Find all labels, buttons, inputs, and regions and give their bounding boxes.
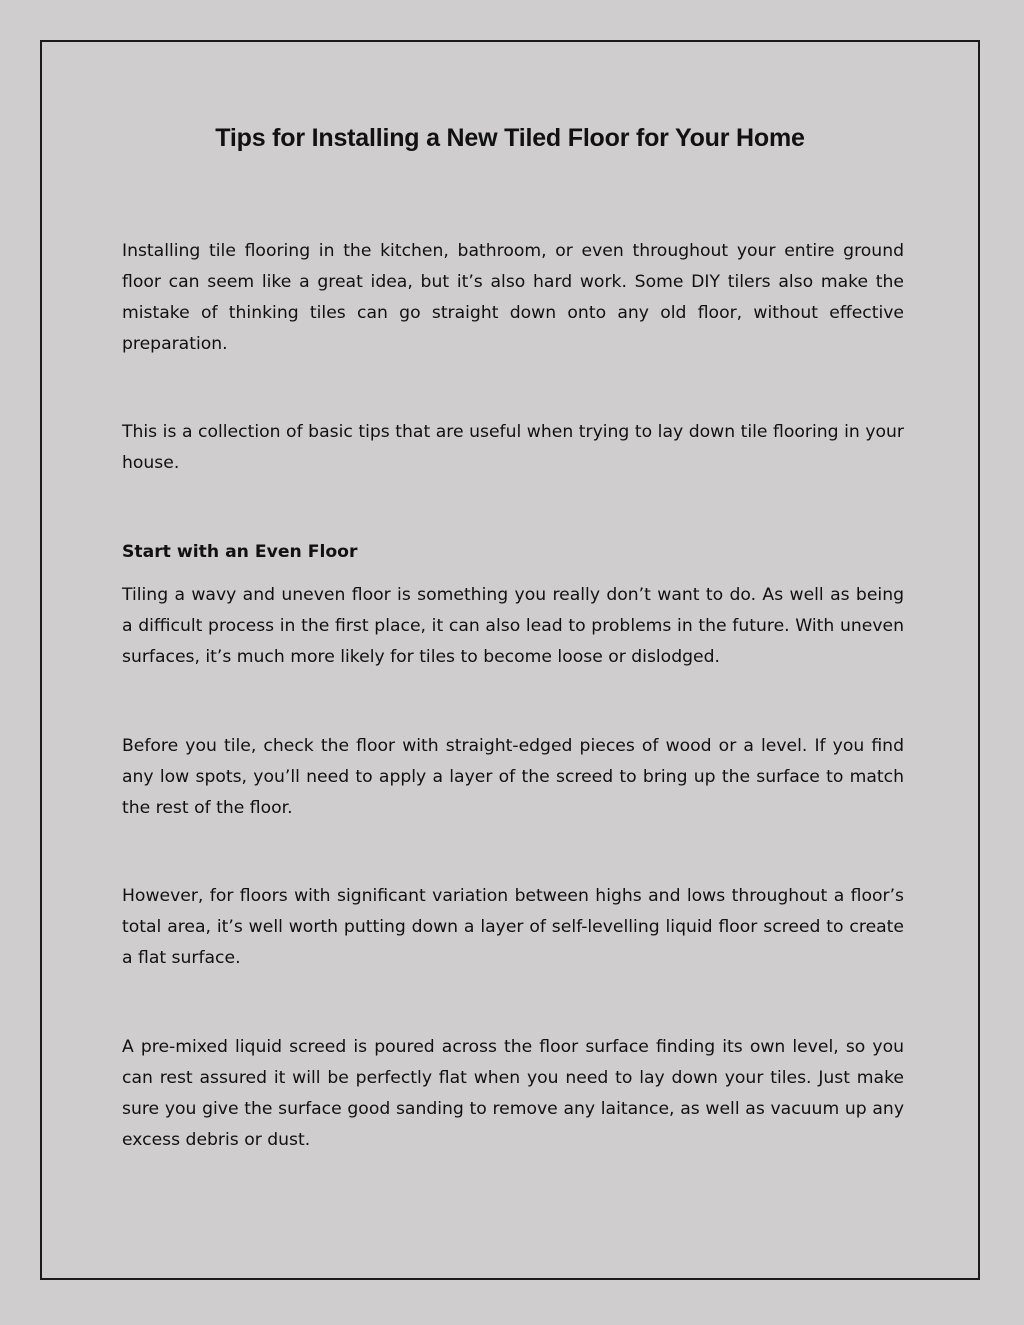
paragraph-text: Tiling a wavy and uneven floor is something you really don’t want to do. As well as being a difficult process in the first place, it can also lead to problems in the future. With uneven surfaces, it’s much more likely for tiles to become loose or dislodged. <box>122 585 904 667</box>
document-title: Tips for Installing a New Tiled Floor for Your Home <box>215 124 805 152</box>
section-paragraph-2 <box>122 731 904 824</box>
paragraph-text: This is a collection of basic tips that are useful when trying to lay down tile flooring in your house. <box>122 422 904 473</box>
intro-paragraph-1 <box>122 236 904 360</box>
section-paragraph-1 <box>122 580 904 673</box>
document-page <box>40 40 980 1280</box>
section-heading: Start with an Even Floor <box>122 542 358 562</box>
section-paragraph-3 <box>122 881 904 974</box>
paragraph-text: Before you tile, check the floor with straight-edged pieces of wood or a level. If you find any low spots, you’ll need to apply a layer of the screed to bring up the surface to match the rest of the floor. <box>122 736 904 818</box>
paragraph-text: Installing tile flooring in the kitchen, bathroom, or even throughout your entire ground floor can seem like a great idea, but it’s also hard work. Some DIY tilers also make the mistake of thinking tiles can go straight down onto any old floor, without effective preparation. <box>122 241 904 354</box>
section-paragraph-4 <box>122 1032 904 1156</box>
intro-paragraph-2 <box>122 417 904 479</box>
paragraph-text: A pre-mixed liquid screed is poured across the floor surface finding its own level, so you can rest assured it will be perfectly flat when you need to lay down your tiles. Just make sure you give the surface good sanding to remove any laitance, as well as vacuum up any excess debris or dust. <box>122 1037 904 1150</box>
paragraph-text: However, for floors with significant variation between highs and lows throughout a floor’s total area, it’s well worth putting down a layer of self-levelling liquid floor screed to create a flat surface. <box>122 886 904 968</box>
